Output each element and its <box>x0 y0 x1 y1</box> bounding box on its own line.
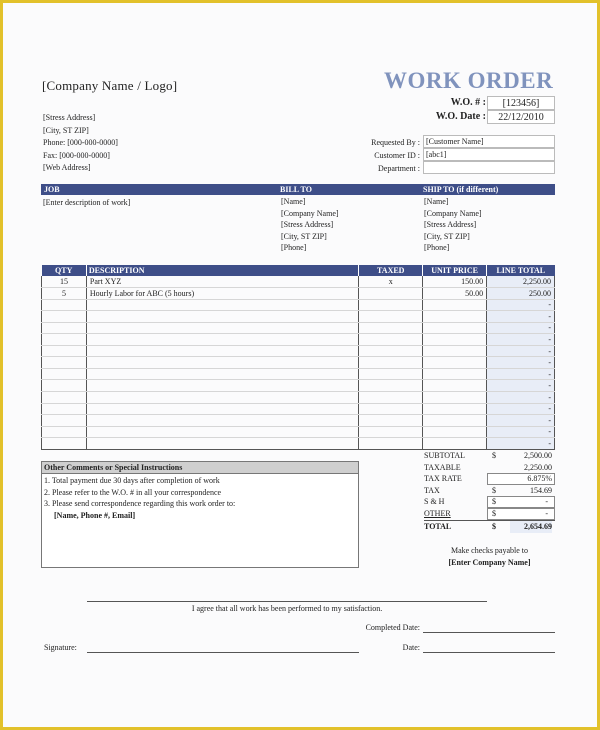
table-row <box>42 380 555 392</box>
unit-price-cell[interactable] <box>423 380 487 392</box>
ship-to-city: [City, ST ZIP] <box>424 231 470 241</box>
qty-cell[interactable] <box>42 357 87 369</box>
address-fax: Fax: [000-000-0000] <box>43 150 110 160</box>
unit-price-cell[interactable] <box>423 426 487 438</box>
qty-cell[interactable] <box>42 426 87 438</box>
description-cell[interactable] <box>86 380 358 392</box>
description-cell[interactable]: Hourly Labor for ABC (5 hours) <box>86 288 358 300</box>
table-row <box>42 345 555 357</box>
line-total-cell: - <box>487 403 555 415</box>
comment-line-2: 2. Please refer to the W.O. # in all your correspondence <box>44 487 222 497</box>
customer-id-field[interactable]: [abc1] <box>423 148 555 161</box>
subtotal-label: SUBTOTAL <box>424 451 465 460</box>
signature-label: Signature: <box>44 643 77 652</box>
qty-cell[interactable] <box>42 322 87 334</box>
other-value: - <box>545 509 548 518</box>
comment-contact: [Name, Phone #, Email] <box>54 510 136 520</box>
table-row <box>42 415 555 427</box>
qty-cell[interactable] <box>42 380 87 392</box>
wo-date-label: W.O. Date : <box>435 111 486 122</box>
qty-cell[interactable] <box>42 334 87 346</box>
description-cell[interactable] <box>86 299 358 311</box>
subtotal-currency: $ <box>492 451 496 460</box>
line-total-cell: 2,250.00 <box>487 276 555 288</box>
subtotal-row <box>424 450 555 462</box>
description-column-header: DESCRIPTION <box>86 265 358 276</box>
description-cell[interactable] <box>86 334 358 346</box>
comment-line-3: 3. Please send correspondence regarding this work order to: <box>44 499 236 508</box>
taxable-value: 2,250.00 <box>524 463 552 472</box>
line-total-cell: - <box>487 311 555 323</box>
ship-to-phone: [Phone] <box>424 243 450 252</box>
wo-date-field[interactable]: 22/12/2010 <box>487 110 555 124</box>
description-cell[interactable] <box>86 403 358 415</box>
bill-to-block[interactable] <box>281 196 339 254</box>
table-row <box>42 391 555 403</box>
qty-cell[interactable] <box>42 368 87 380</box>
unit-price-cell[interactable] <box>423 438 487 450</box>
table-row <box>42 426 555 438</box>
document-title: WORK ORDER <box>384 68 554 93</box>
sh-field[interactable] <box>487 496 555 508</box>
description-cell[interactable] <box>86 345 358 357</box>
total-label: TOTAL <box>424 522 452 531</box>
bill-to-header: BILL TO <box>280 185 312 194</box>
unit-price-cell[interactable]: 150.00 <box>423 276 487 288</box>
taxed-cell[interactable] <box>359 438 423 450</box>
qty-cell[interactable] <box>42 311 87 323</box>
qty-cell[interactable] <box>42 391 87 403</box>
unit-price-cell[interactable] <box>423 322 487 334</box>
ship-to-header: SHIP TO (if different) <box>423 185 499 194</box>
signature-line[interactable] <box>87 652 359 653</box>
ship-to-name: [Name] <box>424 197 449 206</box>
total-row <box>424 520 555 532</box>
taxed-cell[interactable] <box>359 403 423 415</box>
tax-currency: $ <box>492 486 496 495</box>
taxed-cell[interactable] <box>359 334 423 346</box>
unit-price-cell[interactable] <box>423 334 487 346</box>
qty-cell[interactable] <box>42 415 87 427</box>
unit-price-cell[interactable] <box>423 345 487 357</box>
other-label: OTHER <box>424 509 451 518</box>
tax-rate-field[interactable]: 6.875% <box>487 473 555 485</box>
wo-number-field[interactable]: [123456] <box>487 96 555 110</box>
bill-to-company: [Company Name] <box>281 208 339 218</box>
department-label: Department : <box>378 164 420 173</box>
description-cell[interactable] <box>86 438 358 450</box>
total-value: 2,654.69 <box>510 521 552 533</box>
taxed-cell[interactable] <box>359 345 423 357</box>
table-row <box>42 322 555 334</box>
description-cell[interactable] <box>86 357 358 369</box>
description-cell[interactable] <box>86 311 358 323</box>
completed-date-label: Completed Date: <box>365 623 420 632</box>
taxed-cell[interactable] <box>359 391 423 403</box>
table-row <box>42 368 555 380</box>
ship-to-company: [Company Name] <box>424 208 482 218</box>
payable-company: [Enter Company Name] <box>448 558 531 567</box>
taxed-cell[interactable] <box>359 311 423 323</box>
other-field[interactable] <box>487 508 555 520</box>
sh-currency: $ <box>492 497 496 506</box>
line-total-cell: - <box>487 322 555 334</box>
bill-to-phone: [Phone] <box>281 243 307 252</box>
tax-rate-row <box>424 473 555 485</box>
bill-to-city: [City, ST ZIP] <box>281 231 327 241</box>
address-phone: Phone: [000-000-0000] <box>43 138 118 147</box>
table-row <box>42 357 555 369</box>
unit-price-column-header: UNIT PRICE <box>423 265 487 276</box>
tax-label: TAX <box>424 486 440 495</box>
unit-price-cell[interactable] <box>423 299 487 311</box>
unit-price-cell[interactable] <box>423 415 487 427</box>
comments-box[interactable] <box>41 461 359 568</box>
taxed-cell[interactable]: x <box>359 276 423 288</box>
description-cell[interactable] <box>86 415 358 427</box>
wo-number-label: W.O. # : <box>450 97 486 108</box>
unit-price-cell[interactable] <box>423 403 487 415</box>
line-total-column-header: LINE TOTAL <box>487 265 555 276</box>
address-web: [Web Address] <box>43 163 91 172</box>
total-currency: $ <box>492 522 496 531</box>
qty-cell[interactable]: 5 <box>42 288 87 300</box>
signature-date-label: Date: <box>402 643 420 652</box>
line-total-cell: - <box>487 426 555 438</box>
line-total-cell: - <box>487 357 555 369</box>
unit-price-cell[interactable] <box>423 311 487 323</box>
line-total-cell: - <box>487 380 555 392</box>
agreement-divider <box>87 601 487 602</box>
taxed-column-header: TAXED <box>359 265 423 276</box>
ship-to-block[interactable] <box>424 196 482 254</box>
comments-header: Other Comments or Special Instructions <box>42 462 358 474</box>
company-name: [Company Name / Logo] <box>42 78 178 93</box>
line-total-cell: - <box>487 334 555 346</box>
other-currency: $ <box>492 509 496 518</box>
line-total-cell: - <box>487 299 555 311</box>
tax-value: 154.69 <box>530 486 552 495</box>
job-header-bar <box>41 184 555 195</box>
sh-value: - <box>545 497 548 506</box>
description-cell[interactable] <box>86 368 358 380</box>
customer-id-label: Customer ID : <box>374 151 420 160</box>
address-street: [Stress Address] <box>43 113 96 122</box>
line-total-cell: - <box>487 438 555 450</box>
taxed-cell[interactable] <box>359 368 423 380</box>
taxed-cell[interactable] <box>359 426 423 438</box>
taxed-cell[interactable] <box>359 288 423 300</box>
unit-price-cell[interactable] <box>423 357 487 369</box>
bill-to-street: [Stress Address] <box>281 220 334 229</box>
agreement-text: I agree that all work has been performed to my satisfaction. <box>191 604 383 613</box>
unit-price-cell[interactable] <box>423 368 487 380</box>
job-header: JOB <box>44 185 60 194</box>
line-items-header-row <box>42 265 555 276</box>
table-row <box>42 311 555 323</box>
description-cell[interactable] <box>86 322 358 334</box>
job-description[interactable]: [Enter description of work] <box>43 198 131 207</box>
qty-column-header: QTY <box>42 265 87 276</box>
table-row <box>42 299 555 311</box>
signature-date-line[interactable] <box>423 652 555 653</box>
taxed-cell[interactable] <box>359 415 423 427</box>
taxed-cell[interactable] <box>359 322 423 334</box>
comment-line-1: 1. Total payment due 30 days after completion of work <box>44 476 220 485</box>
line-total-cell: - <box>487 415 555 427</box>
qty-cell[interactable] <box>42 438 87 450</box>
taxable-label: TAXABLE <box>424 463 461 472</box>
qty-cell[interactable] <box>42 345 87 357</box>
company-address-block <box>43 112 118 175</box>
qty-cell[interactable] <box>42 403 87 415</box>
qty-cell[interactable] <box>42 299 87 311</box>
sh-row <box>424 496 555 508</box>
taxed-cell[interactable] <box>359 299 423 311</box>
completed-date-line[interactable] <box>423 632 555 633</box>
unit-price-cell[interactable] <box>423 391 487 403</box>
table-row <box>42 276 555 288</box>
line-total-cell: - <box>487 345 555 357</box>
table-row <box>42 334 555 346</box>
bill-to-name: [Name] <box>281 197 306 206</box>
description-cell[interactable] <box>86 391 358 403</box>
line-total-cell: - <box>487 368 555 380</box>
requested-by-label: Requested By : <box>371 138 420 147</box>
description-cell[interactable] <box>86 426 358 438</box>
table-row <box>42 403 555 415</box>
description-cell[interactable]: Part XYZ <box>86 276 358 288</box>
department-field[interactable] <box>423 161 555 174</box>
line-total-cell: - <box>487 391 555 403</box>
tax-rate-label: TAX RATE <box>424 474 462 483</box>
taxed-cell[interactable] <box>359 357 423 369</box>
ship-to-street: [Stress Address] <box>424 220 477 229</box>
address-city: [City, ST ZIP] <box>43 125 89 135</box>
line-items-body <box>42 276 555 449</box>
line-items-table <box>41 265 555 450</box>
requested-by-field[interactable]: [Customer Name] <box>423 135 555 148</box>
taxed-cell[interactable] <box>359 380 423 392</box>
line-total-cell: 250.00 <box>487 288 555 300</box>
sh-label: S & H <box>424 497 445 506</box>
subtotal-value: 2,500.00 <box>524 451 552 460</box>
unit-price-cell[interactable]: 50.00 <box>423 288 487 300</box>
payable-note: Make checks payable to <box>450 546 529 555</box>
table-row <box>42 288 555 300</box>
table-row <box>42 438 555 450</box>
qty-cell[interactable]: 15 <box>42 276 87 288</box>
other-row <box>424 508 555 520</box>
